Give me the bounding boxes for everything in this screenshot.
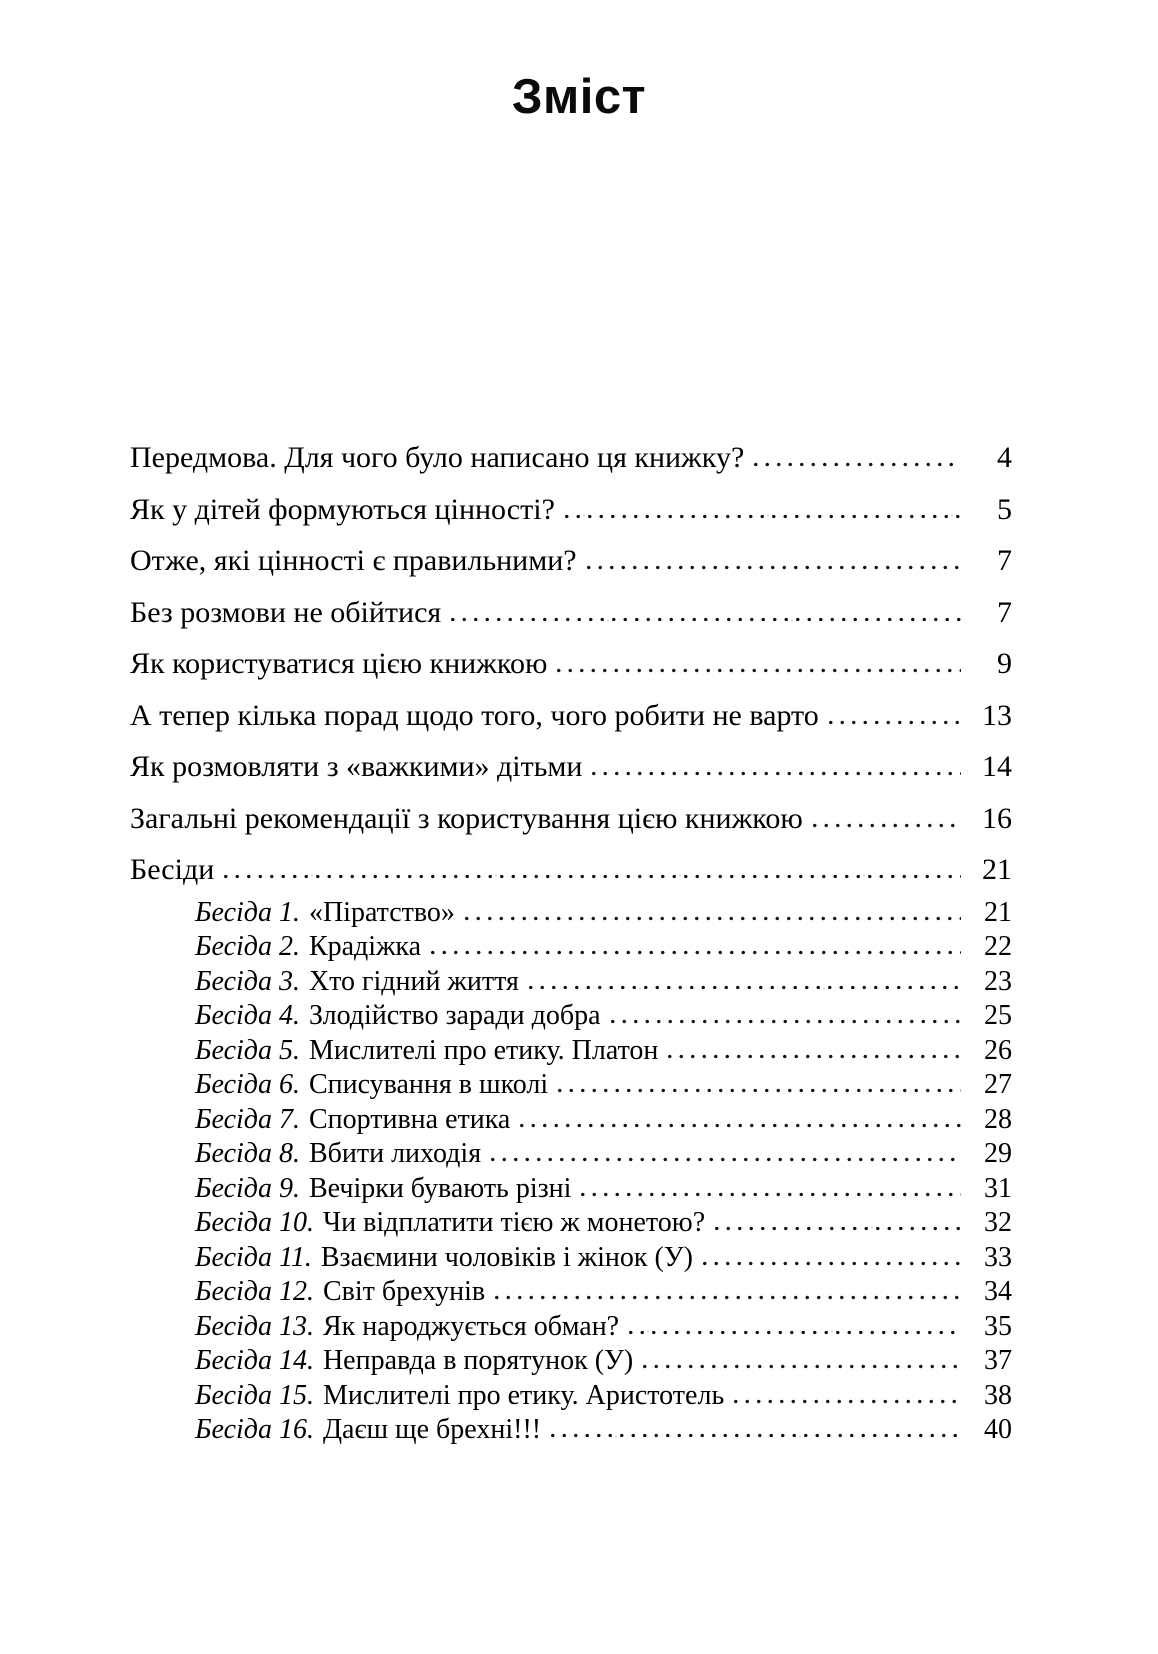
toc-entry-chapter-label: Бесіда 7. [195,1103,300,1135]
toc-entry[interactable] [130,896,1012,931]
toc-entry-page-number: 26 [984,1034,1012,1066]
toc-entry-title: Крадіжка [308,931,422,962]
dot-leader [577,1192,961,1197]
toc-entry-title: Загальні рекомендації з користування цією книжкою [130,801,803,835]
toc-entry[interactable] [130,1137,1012,1172]
toc-entry-chapter-label: Бесіда 11. [195,1241,312,1273]
dot-leader [625,1330,961,1335]
toc-entry[interactable] [130,1034,1012,1069]
toc-entry-page-number: 25 [984,1000,1012,1031]
toc-entry-chapter-label: Бесіда 5. [195,1034,300,1066]
toc-entry-title: Чи відплатити тією ж монетою? [322,1207,706,1238]
toc-entry-title: Отже, які цінності є правильними? [130,544,577,577]
toc-entry-page-number: 34 [984,1276,1012,1307]
toc-entry[interactable] [130,1172,1012,1207]
toc-entry-title: А тепер кілька порад щодо того, чого робити не варто [130,698,819,732]
dot-leader [561,514,961,519]
dot-leader [427,950,961,955]
toc-entry-page-number: 31 [984,1172,1012,1204]
toc-entry-title: Спортивна етика [308,1103,511,1135]
toc-entry[interactable] [130,690,1012,742]
toc-entry-page-number: 22 [984,931,1012,962]
toc-entry[interactable] [130,1241,1012,1276]
toc-entry[interactable] [130,1206,1012,1241]
toc-entry-page-number: 40 [984,1414,1012,1445]
toc-entry-chapter-label: Бесіда 1. [195,896,300,928]
toc-entry-title: Неправда в порятунок (У) [322,1345,634,1376]
toc-entry-page-number: 32 [984,1207,1012,1238]
toc-entry[interactable] [130,1275,1012,1310]
toc-entry[interactable] [130,1413,1012,1448]
toc-entry[interactable] [130,999,1012,1034]
toc-entry-chapter-label: Бесіда 8. [195,1138,300,1169]
toc-entry-title: Як народжується обман? [322,1310,620,1342]
dot-leader [699,1261,961,1266]
toc-entry[interactable] [130,741,1012,793]
toc-entry-title: Хто гідний життя [308,965,519,997]
toc-entry-title: Вбити лиходія [308,1138,482,1169]
toc-entry-chapter-label: Бесіда 9. [195,1172,300,1204]
dot-leader [583,565,961,570]
toc-entry[interactable] [130,432,1012,484]
dot-leader [525,985,961,990]
toc-entry[interactable] [130,1310,1012,1345]
dot-leader [220,874,961,879]
toc-entry-title: Без розмови не обійтися [130,595,442,629]
toc-entry[interactable] [130,1344,1012,1379]
toc-entry[interactable] [130,587,1012,639]
toc-entry-title: Як користуватися цією книжкою [130,647,548,680]
toc-entry-chapter-label: Бесіда 13. [195,1310,314,1342]
toc-entry-page-number: 14 [982,750,1012,783]
toc-entry-page-number: 21 [982,853,1012,886]
toc-entry-page-number: 35 [984,1310,1012,1342]
dot-leader [825,720,961,725]
dot-leader [607,1019,961,1024]
toc-entry-title: Бесіди [130,853,215,886]
toc-entry-chapter-label: Бесіда 15. [195,1379,314,1411]
toc-entry-page-number: 7 [997,595,1012,629]
toc-entry-page-number: 23 [984,965,1012,997]
toc-entry-title: Передмова. Для чого було написано ця книжку? [130,441,745,474]
dot-leader [809,823,961,828]
toc-entry[interactable] [130,965,1012,1000]
toc-entry[interactable] [130,484,1012,536]
toc-entry-page-number: 28 [984,1103,1012,1135]
dot-leader [664,1054,961,1059]
dot-leader [554,1088,961,1093]
toc-entry-title: Списування в школі [308,1069,549,1100]
toc-entry-title: Мислителі про етику. Платон [308,1034,659,1066]
toc-entry-chapter-label: Бесіда 12. [195,1276,314,1307]
toc-entry[interactable] [130,1068,1012,1103]
dot-leader [588,771,961,776]
toc-entry-page-number: 9 [997,647,1012,680]
dot-leader [730,1399,961,1404]
toc-entry[interactable] [130,638,1012,690]
dot-leader [547,1433,961,1438]
toc-entry-chapter-label: Бесіда 4. [195,1000,300,1031]
toc-entry-title: Даєш ще брехні!!! [322,1414,542,1445]
toc-entry-title: Як розмовляти з «важкими» дітьми [130,750,583,783]
toc-entry-title: Вечірки бувають різні [308,1172,572,1204]
toc-entry-chapter-label: Бесіда 6. [195,1069,300,1100]
dot-leader [487,1157,961,1162]
toc-entry-page-number: 5 [997,492,1012,526]
toc-entry-title: Мислителі про етику. Аристотель [322,1379,725,1411]
page-title: Зміст [511,70,647,124]
toc-entry-chapter-label: Бесіда 14. [195,1345,314,1376]
toc-entry-page-number: 16 [982,801,1012,835]
dot-leader [711,1226,961,1231]
dot-leader [750,462,961,467]
toc-entry-page-number: 13 [982,698,1012,732]
dot-leader [639,1364,961,1369]
toc-entry-chapter-label: Бесіда 16. [195,1414,314,1445]
toc-entry[interactable] [130,793,1012,845]
dot-leader [461,916,961,921]
table-of-contents [0,432,1158,1448]
toc-entry[interactable] [130,1379,1012,1414]
toc-entry-page-number: 4 [997,441,1012,474]
toc-entry-page-number: 38 [984,1379,1012,1411]
toc-entry[interactable] [130,535,1012,587]
toc-entry-title: «Піратство» [308,896,455,928]
toc-entry-page-number: 37 [984,1345,1012,1376]
dot-leader [447,617,961,622]
toc-entry[interactable] [130,1103,1012,1138]
dot-leader [491,1295,961,1300]
toc-entry-title: Злодійство заради добра [308,1000,601,1031]
toc-entry-chapter-label: Бесіда 10. [195,1207,314,1238]
toc-entry[interactable] [130,930,1012,965]
toc-entry-page-number: 7 [997,544,1012,577]
dot-leader [516,1123,961,1128]
toc-entry-title: Світ брехунів [322,1276,486,1307]
toc-entry-page-number: 27 [984,1069,1012,1100]
toc-entry-page-number: 33 [984,1241,1012,1273]
toc-entry-title: Взаємини чоловіків і жінок (У) [320,1241,693,1273]
toc-entry-title: Як у дітей формуються цінності? [130,492,555,526]
toc-entry-page-number: 21 [984,896,1012,928]
toc-entry-chapter-label: Бесіда 3. [195,965,300,997]
toc-entry-chapter-label: Бесіда 2. [195,931,300,962]
toc-entry[interactable] [130,844,1012,896]
dot-leader [553,668,961,673]
toc-entry-page-number: 29 [984,1138,1012,1169]
